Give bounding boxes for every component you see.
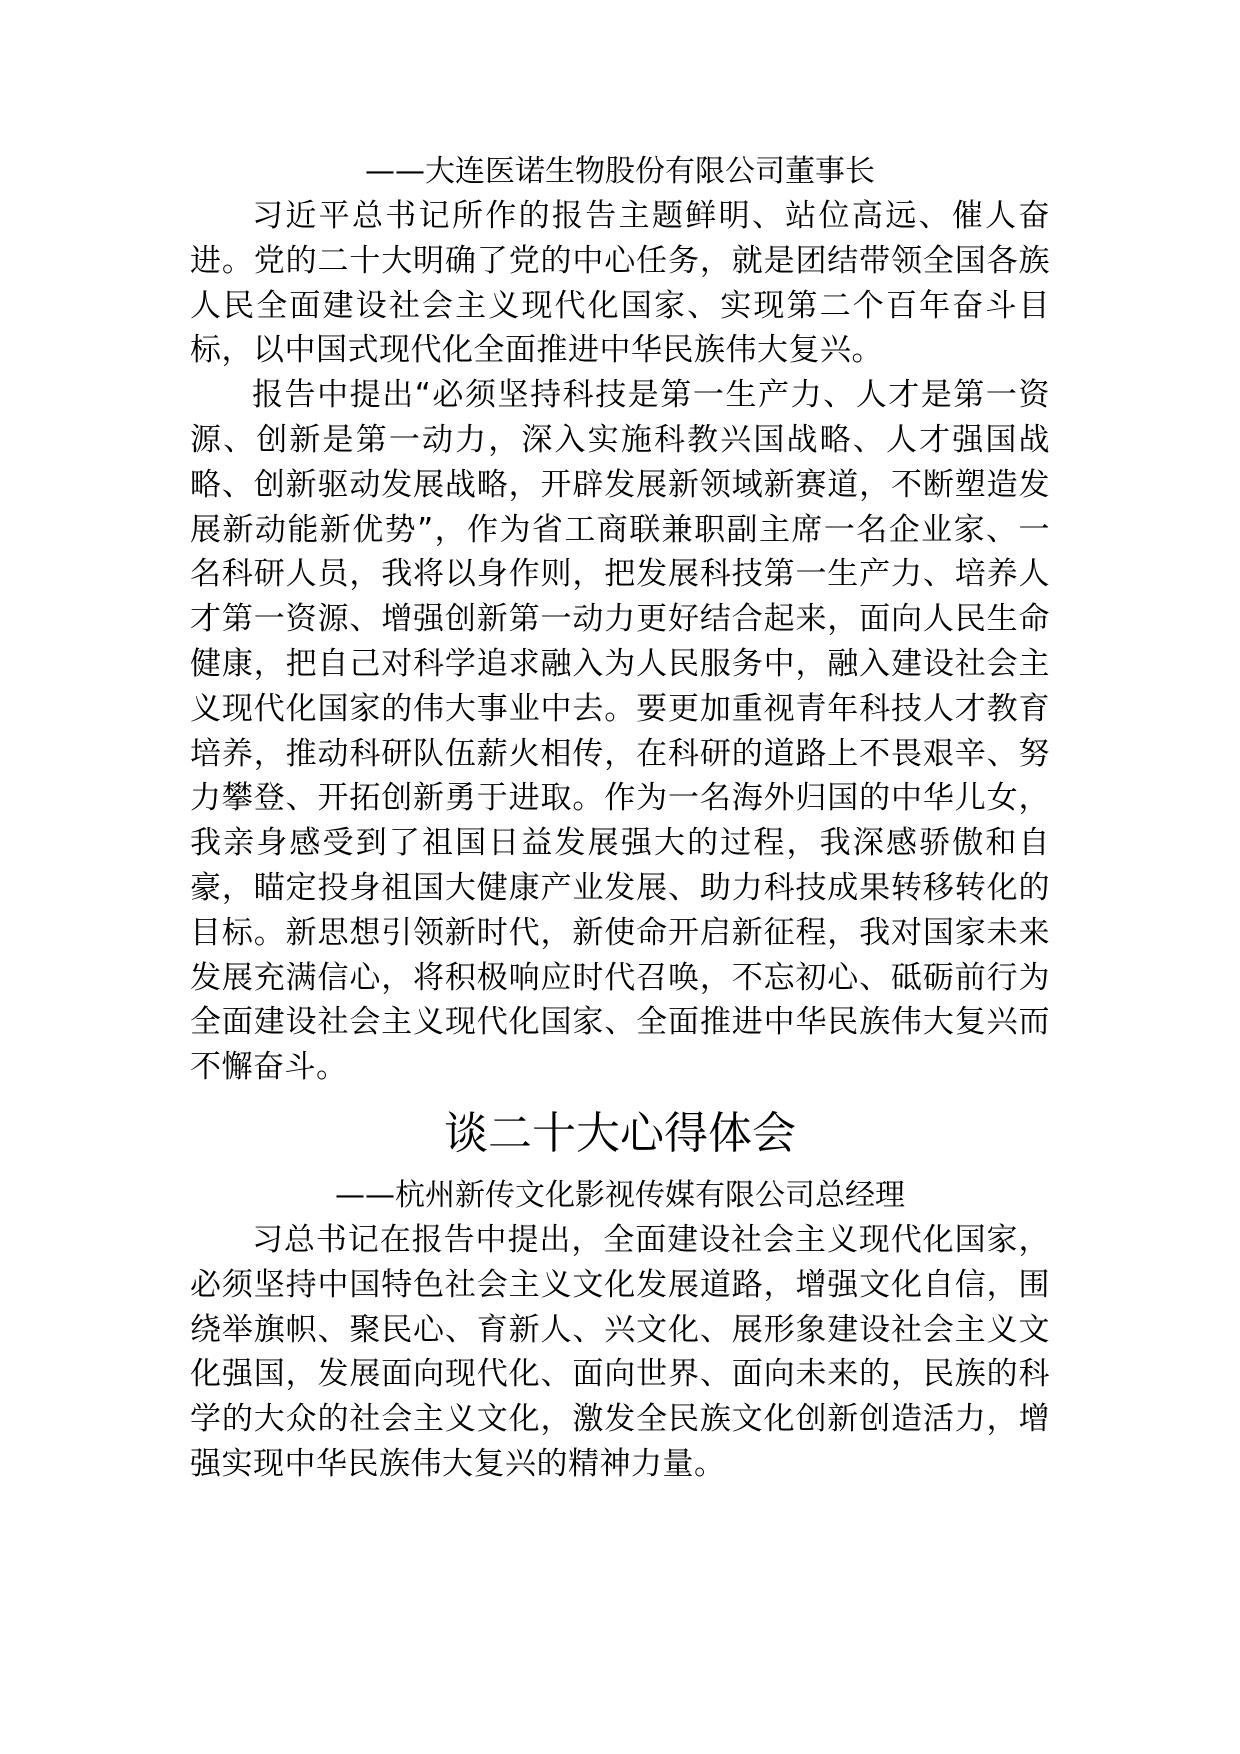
section1-paragraph-1: 习近平总书记所作的报告主题鲜明、站位高远、催人奋进。党的二十大明确了党的中心任务，就是团结带领全国各族人民全面建设社会主义现代化国家、实现第二个百年奋斗目标，以中国式现代化全面推进中华民族伟大复兴。 <box>190 198 1050 369</box>
section1-paragraph-2: 报告中提出“必须坚持科技是第一生产力、人才是第一资源、创新是第一动力，深入实施科教兴国战略、人才强国战略、创新驱动发展战略，开辟发展新领域新赛道，不断塑造发展新动能新优势”，作为省工商联兼职副主席一名企业家、一名科研人员，我将以身作则，把发展科技第一生产力、培养人才第一资源、增强创新第一动力更好结合起来，面向人民生命健康，把自己对科学追求融入为人民服务中，融入建设社会主义现代化国家的伟大事业中去。要更加重视青年科技人才教育培养，推动科研队伍薪火相传，在科研的道路上不畏艰辛、努力攀登、开拓创新勇于进取。作为一名海外归国的中华儿女，我亲身感受到了祖国日益发展强大的过程，我深感骄傲和自豪，瞄定投身祖国大健康产业发展、助力科技成果转移转化的目标。新思想引领新时代，新使命开启新征程，我对国家未来发展充满信心，将积极响应时代召唤，不忘初心、砥砺前行为全面建设社会主义现代化国家、全面推进中华民族伟大复兴而不懈奋斗。 <box>190 377 1050 1086</box>
section2-title: 谈二十大心得体会 <box>444 1107 796 1159</box>
section1-author-subtitle: ——大连医诺生物股份有限公司董事长 <box>365 154 875 189</box>
document-body <box>190 150 1050 1487</box>
section2-author-subtitle: ——杭州新传文化影视传媒有限公司总经理 <box>335 1177 905 1213</box>
section2-paragraph-1: 习总书记在报告中提出，全面建设社会主义现代化国家，必须坚持中国特色社会主义文化发展道路，增强文化自信，围绕举旗帜、聚民心、育新人、兴文化、展形象建设社会主义文化强国，发展面向现代化、面向世界、面向未来的，民族的科学的大众的社会主义文化，激发全民族文化创新创造活力，增强实现中华民族伟大复兴的精神力量。 <box>190 1221 1050 1482</box>
